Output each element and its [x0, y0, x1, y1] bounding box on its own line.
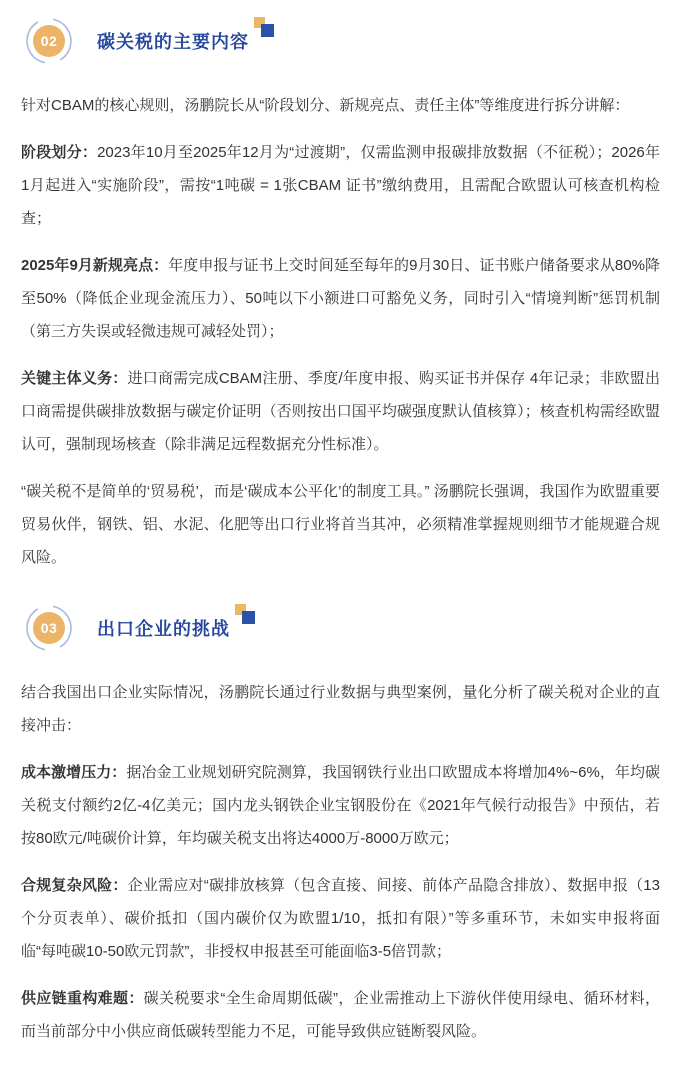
paragraph-lead: 供应链重构难题： — [21, 990, 144, 1007]
paragraph-quote — [21, 475, 660, 574]
section-header — [21, 600, 660, 656]
paragraph-text: 结合我国出口企业实际情况，汤鹏院长通过行业数据与典型案例，量化分析了碳关税对企业的直接冲击： — [21, 684, 660, 734]
section-number-badge — [21, 600, 77, 656]
section-number: 02 — [40, 33, 58, 49]
paragraph-stage-division — [21, 136, 660, 235]
paragraph-new-rules — [21, 249, 660, 348]
paragraph-text: “碳关税不是简单的‘贸易税’，而是‘碳成本公平化’的制度工具。” 汤鹏院长强调，我国作为欧盟重要贸易伙伴，钢铁、铝、水泥、化肥等出口行业将首当其冲，必须精准掌握规则细节才能规避合规风险。 — [21, 483, 660, 566]
paragraph-cost-pressure — [21, 756, 660, 855]
section-number-circle — [33, 25, 65, 57]
paragraph-text: 年度申报与证书上交时间延至每年的9月30日、证书账户储备要求从80%降至50%（降低企业现金流压力）、50吨以下小额进口可豁免义务，同时引入“情境判断”惩罚机制（第三方失误或轻微违规可减轻处罚）； — [21, 257, 660, 340]
paragraph-intro — [21, 89, 660, 122]
paragraph-text: 据冶金工业规划研究院测算，我国钢铁行业出口欧盟成本将增加4%~6%，年均碳关税支付额约2亿-4亿美元；国内龙头钢铁企业宝钢股份在《2021年气候行动报告》中预估，若按80欧元/吨碳价计算，年均碳关税支出将达4000万-8000万欧元； — [21, 764, 660, 847]
section-header — [21, 13, 660, 69]
paragraph-lead: 2025年9月新规亮点： — [21, 257, 169, 274]
section-number: 03 — [40, 620, 58, 636]
section-main-content — [21, 13, 660, 574]
title-squares-icon — [235, 604, 261, 630]
paragraph-text: 碳关税要求“全生命周期低碳”，企业需推动上下游伙伴使用绿电、循环材料，而当前部分中小供应商低碳转型能力不足，可能导致供应链断裂风险。 — [21, 990, 660, 1040]
paragraph-lead: 合规复杂风险： — [21, 877, 128, 894]
title-squares-icon — [254, 17, 280, 43]
paragraph-intro — [21, 676, 660, 742]
paragraph-text: 针对CBAM的核心规则，汤鹏院长从“阶段划分、新规亮点、责任主体”等维度进行拆分讲解： — [21, 97, 630, 114]
paragraph-lead: 成本激增压力： — [21, 764, 127, 781]
section-title: 出口企业的挑战 — [97, 619, 230, 639]
article-page — [0, 13, 681, 1066]
paragraph-compliance-risk — [21, 869, 660, 968]
paragraph-key-obligations — [21, 362, 660, 461]
paragraph-lead: 关键主体义务： — [21, 370, 128, 387]
paragraph-text: 进口商需完成CBAM注册、季度/年度申报、购买证书并保存 4年记录；非欧盟出口商需提供碳排放数据与碳定价证明（否则按出口国平均碳强度默认值核算）；核查机构需经欧盟认可，强制现场核查（除非满足远程数据充分性标准）。 — [21, 370, 660, 453]
section-number-badge — [21, 13, 77, 69]
section-title: 碳关税的主要内容 — [97, 32, 249, 52]
paragraph-lead: 阶段划分： — [21, 144, 98, 161]
section-number-circle — [33, 612, 65, 644]
section-export-challenges — [21, 600, 660, 1048]
blue-square-icon — [242, 611, 255, 624]
paragraph-supply-chain — [21, 982, 660, 1048]
paragraph-text: 企业需应对“碳排放核算（包含直接、间接、前体产品隐含排放）、数据申报（13个分页表单）、碳价抵扣（国内碳价仅为欧盟1/10，抵扣有限）”等多重环节，未如实申报将面临“每吨碳10-50欧元罚款”，非授权申报甚至可能面临3-5倍罚款； — [21, 877, 660, 960]
paragraph-text: 2023年10月至2025年12月为“过渡期”，仅需监测申报碳排放数据（不征税）；2026年1月起进入“实施阶段”，需按“1吨碳 = 1张CBAM 证书”缴纳费用，且需配合欧盟认可核查机构检查； — [21, 144, 660, 227]
blue-square-icon — [261, 24, 274, 37]
